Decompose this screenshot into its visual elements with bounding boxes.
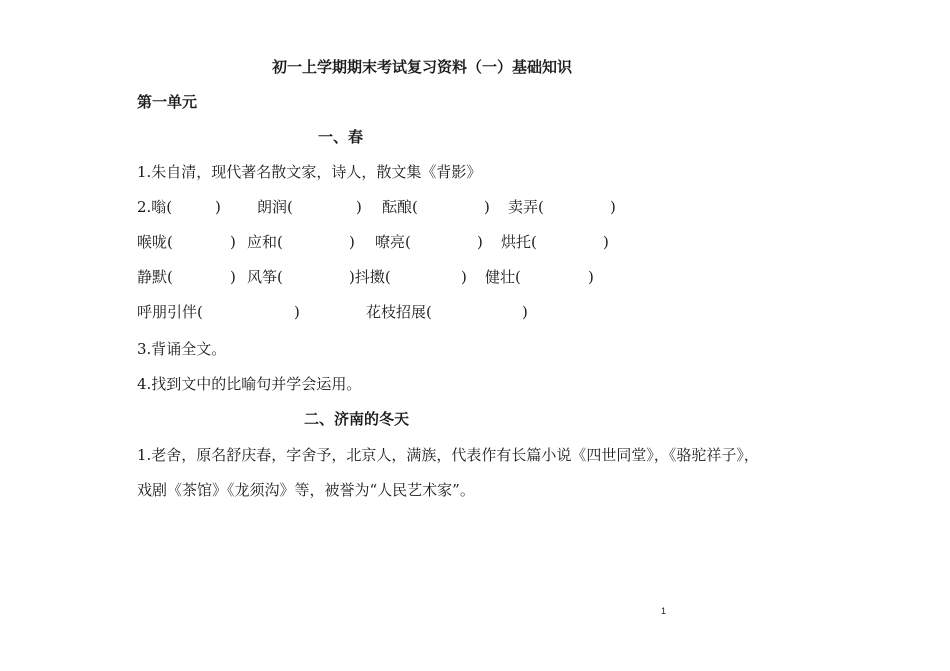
- vocab-word: 2.嗡(: [137, 198, 173, 216]
- list-item: 3.背诵全文。: [137, 340, 227, 358]
- vocab-word: 呼朋引伴(: [137, 303, 203, 321]
- vocab-word: 酝酿(: [382, 198, 418, 216]
- list-item-continuation: 戏剧《茶馆》《龙须沟》等，被誉为“人民艺术家”。: [137, 481, 475, 499]
- vocab-word: 静默(: [137, 268, 173, 286]
- unit-heading: 第一单元: [137, 93, 198, 111]
- list-item: 1.老舍，原名舒庆春，字舍予，北京人，满族，代表作有长篇小说《四世同堂》，《骆驼祥子》，: [137, 446, 759, 464]
- vocab-word: 卖弄(: [508, 198, 544, 216]
- page-number: 1: [661, 606, 667, 616]
- vocab-word: 健壮(: [485, 268, 521, 286]
- vocab-word: 烘托(: [501, 233, 537, 251]
- vocab-blank-close: ): [603, 233, 609, 251]
- vocab-blank-close: ): [230, 233, 236, 251]
- list-item: 1.朱自清，现代著名散文家，诗人，散文集《背影》: [137, 163, 482, 181]
- vocab-blank-close: ): [215, 198, 221, 216]
- vocab-blank-close: ): [610, 198, 616, 216]
- vocab-word: 花枝招展(: [366, 303, 432, 321]
- section-heading-jinan-winter: 二、济南的冬天: [304, 410, 410, 428]
- vocab-word: 喉咙(: [137, 233, 173, 251]
- section-heading-spring: 一、春: [318, 128, 364, 146]
- vocab-word: 嘹亮(: [375, 233, 411, 251]
- vocab-word: 风筝(: [247, 268, 283, 286]
- vocab-blank-close: ): [230, 268, 236, 286]
- vocab-blank-close: ): [477, 233, 483, 251]
- vocab-blank-close: ): [522, 303, 528, 321]
- vocab-blank-close: ): [349, 233, 355, 251]
- vocab-word: )抖擞(: [349, 268, 391, 286]
- vocab-word: 朗润(: [257, 198, 293, 216]
- vocab-blank-close: ): [588, 268, 594, 286]
- document-title: 初一上学期期末考试复习资料（一）基础知识: [272, 58, 573, 76]
- vocab-blank-close: ): [484, 198, 490, 216]
- vocab-blank-close: ): [356, 198, 362, 216]
- vocab-blank-close: ): [461, 268, 467, 286]
- list-item: 4.找到文中的比喻句并学会运用。: [137, 375, 362, 393]
- vocab-word: 应和(: [247, 233, 283, 251]
- vocab-blank-close: ): [294, 303, 300, 321]
